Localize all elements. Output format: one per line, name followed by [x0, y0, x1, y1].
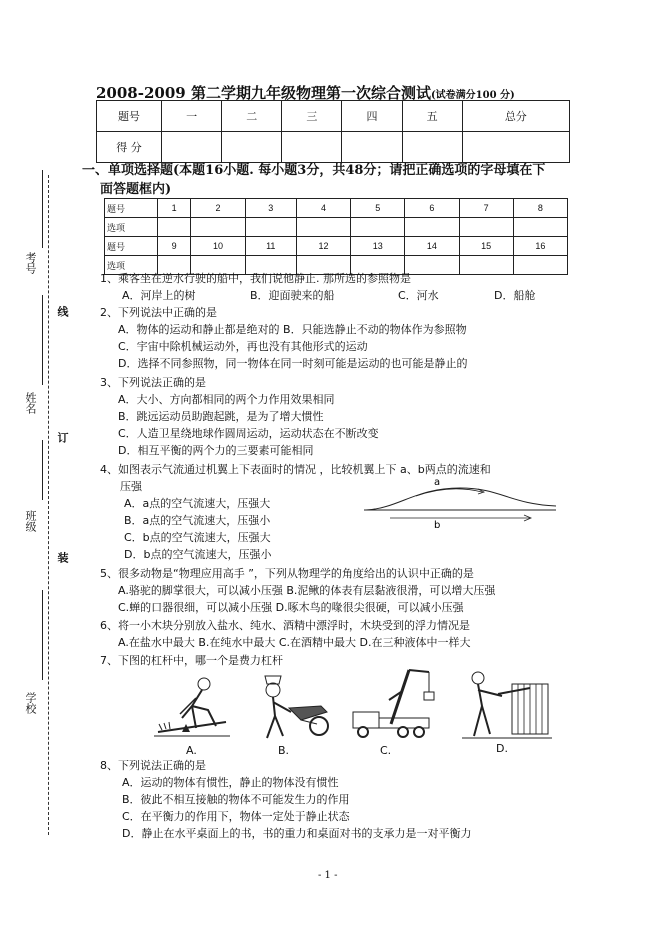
question-3 — [100, 374, 379, 459]
answer-label: 题号 — [105, 199, 158, 218]
figure-label-b: B. — [278, 744, 290, 757]
option-c: C．河水 — [398, 289, 439, 302]
answer-num: 4 — [296, 199, 350, 218]
answer-num: 11 — [245, 237, 296, 256]
score-cell[interactable] — [462, 132, 569, 163]
answer-label: 选项 — [105, 256, 158, 275]
section1-line2: 面答题框内) — [100, 182, 172, 197]
answer-num: 3 — [245, 199, 296, 218]
question-stem: 8、下列说法正确的是 — [100, 759, 206, 772]
option-line: C．b点的空气流速大，压强大 — [124, 531, 271, 544]
question-1 — [100, 270, 535, 304]
answer-num: 10 — [191, 237, 245, 256]
lever-figure-d — [458, 666, 556, 746]
answer-num: 5 — [351, 199, 405, 218]
answer-cell[interactable] — [351, 218, 405, 237]
answer-table — [104, 198, 568, 275]
answer-num: 6 — [405, 199, 459, 218]
option-b: B．迎面驶来的船 — [250, 289, 335, 302]
answer-num: 14 — [405, 237, 459, 256]
score-row1-label: 题号 — [97, 101, 162, 132]
title-text: 2008-2009 第二学期九年级物理第一次综合测试 — [96, 84, 431, 102]
score-cell[interactable] — [222, 132, 282, 163]
title-note: (试卷满分100 分) — [430, 90, 515, 101]
point-b-label: b — [434, 520, 441, 528]
answer-num: 2 — [191, 199, 245, 218]
answer-num: 16 — [513, 237, 567, 256]
question-8 — [100, 757, 471, 842]
margin-xian: 线 — [56, 306, 69, 317]
section1-line1: 一、单项选择题(本题16小题. 每小题3分，共48分；请把正确选项的字母填在下 — [82, 163, 546, 178]
answer-num: 12 — [296, 237, 350, 256]
score-cell[interactable] — [162, 132, 222, 163]
answer-num: 7 — [459, 199, 513, 218]
question-7 — [100, 652, 283, 669]
lever-figure-c — [345, 662, 445, 746]
answer-cell[interactable] — [459, 218, 513, 237]
option-line: A.在盐水中最大 B.在纯水中最大 C.在酒精中最大 D.在三种液体中一样大 — [118, 636, 471, 649]
score-header: 总分 — [462, 101, 569, 132]
lever-figure-b — [245, 668, 333, 748]
score-row2-label: 得 分 — [97, 132, 162, 163]
option-line: A．大小、方向都相同的两个力作用效果相同 — [118, 393, 335, 406]
section1-heading — [82, 161, 545, 199]
question-6 — [100, 617, 471, 651]
option-d: D．船舱 — [494, 289, 536, 302]
question-stem-cont: 压强 — [120, 480, 142, 493]
answer-cell[interactable] — [245, 218, 296, 237]
answer-cell[interactable] — [296, 218, 350, 237]
option-line: B．彼此不相互接触的物体不可能发生力的作用 — [122, 793, 350, 806]
figure-label-d: D. — [496, 742, 508, 755]
score-cell[interactable] — [282, 132, 342, 163]
margin-ding: 订 — [56, 432, 69, 443]
option-line: B．跳远运动员助跑起跳，是为了增大惯性 — [118, 410, 324, 423]
figure-label-a: A. — [186, 744, 197, 757]
question-stem: 3、下列说法正确的是 — [100, 376, 206, 389]
score-cell[interactable] — [402, 132, 462, 163]
score-header: 一 — [162, 101, 222, 132]
option-line: B．a点的空气流速大，压强小 — [124, 514, 271, 527]
point-a-label: a — [434, 477, 441, 488]
margin-xuexiao: 学校 — [24, 692, 37, 714]
xuexiao-blank-line — [42, 590, 43, 680]
wing-airflow-figure — [360, 476, 560, 528]
answer-cell[interactable] — [158, 218, 191, 237]
answer-cell[interactable] — [191, 218, 245, 237]
option-a: A．河岸上的树 — [122, 289, 196, 302]
margin-zhuang: 装 — [56, 552, 69, 563]
page-number: - 1 - — [318, 870, 338, 881]
answer-num: 1 — [158, 199, 191, 218]
figure-label-c: C. — [380, 744, 392, 757]
option-line: C．人造卫星绕地球作圆周运动，运动状态在不断改变 — [118, 427, 379, 440]
lever-figure-a — [152, 672, 232, 748]
option-line: C.蝉的口器很细，可以减小压强 D.啄木鸟的喙很尖很硬，可以减小压强 — [118, 601, 464, 614]
score-header: 五 — [402, 101, 462, 132]
question-stem: 1、乘客坐在逆水行驶的船中，我们说他静止. 那所选的参照物是 — [100, 272, 411, 285]
question-2 — [100, 304, 467, 372]
option-line: A．运动的物体有惯性，静止的物体没有惯性 — [122, 776, 339, 789]
answer-label: 题号 — [105, 237, 158, 256]
option-line: A．a点的空气流速大，压强大 — [124, 497, 271, 510]
answer-label: 选项 — [105, 218, 158, 237]
question-5 — [100, 565, 495, 616]
answer-num: 13 — [351, 237, 405, 256]
answer-num: 8 — [513, 199, 567, 218]
kaohao-blank-line — [42, 170, 43, 248]
margin-kaohao: 考号 — [24, 252, 37, 274]
xingming-blank-line — [42, 295, 43, 385]
question-stem: 2、下列说法中正确的是 — [100, 306, 217, 319]
answer-num: 15 — [459, 237, 513, 256]
answer-num: 9 — [158, 237, 191, 256]
score-header: 二 — [222, 101, 282, 132]
answer-cell[interactable] — [513, 218, 567, 237]
margin-banji: 班级 — [24, 510, 37, 532]
option-line: A．物体的运动和静止都是绝对的 B．只能选静止不动的物体作为参照物 — [118, 323, 467, 336]
option-line: C．宇宙中除机械运动外，再也没有其他形式的运动 — [118, 340, 368, 353]
answer-cell[interactable] — [405, 218, 459, 237]
option-line: D．选择不同参照物，同一物体在同一时刻可能是运动的也可能是静止的 — [118, 357, 468, 370]
banji-blank-line — [42, 440, 43, 500]
binding-dashed-line — [48, 175, 49, 835]
option-line: C．在平衡力的作用下，物体一定处于静止状态 — [122, 810, 350, 823]
option-line: A.骆驼的脚掌很大，可以减小压强 B.泥鳅的体表有层黏液很滑，可以增大压强 — [118, 584, 496, 597]
question-stem: 4、如图表示气流通过机翼上下表面时的情况 ，比较机翼上下 a、b两点的流速和 — [100, 463, 491, 476]
option-line: D．b点的空气流速大，压强小 — [124, 548, 272, 561]
margin-xingming: 姓名 — [24, 392, 37, 414]
score-cell[interactable] — [342, 132, 402, 163]
score-table — [96, 100, 570, 163]
score-header: 四 — [342, 101, 402, 132]
question-stem: 6、将一小木块分别放入盐水、纯水、酒精中漂浮时，木块受到的浮力情况是 — [100, 619, 470, 632]
question-stem: 7、下图的杠杆中，哪一个是费力杠杆 — [100, 654, 283, 667]
option-line: D．静止在水平桌面上的书，书的重力和桌面对书的支承力是一对平衡力 — [122, 827, 472, 840]
score-header: 三 — [282, 101, 342, 132]
option-line: D．相互平衡的两个力的三要素可能相同 — [118, 444, 314, 457]
question-stem: 5、很多动物是“物理应用高手 ”，下列从物理学的角度给出的认识中正确的是 — [100, 567, 474, 580]
